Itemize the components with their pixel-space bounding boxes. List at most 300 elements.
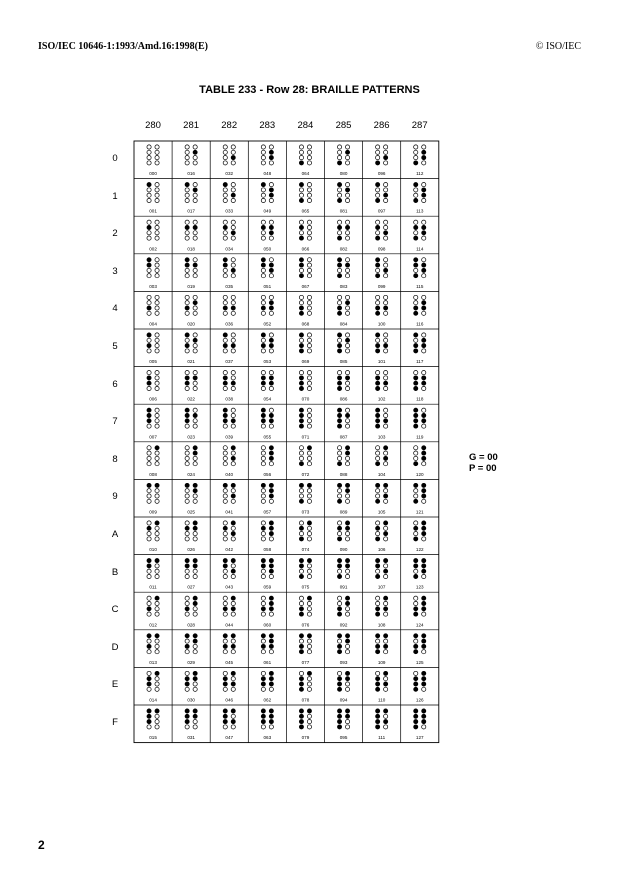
empty-dot xyxy=(231,408,235,412)
raised-dot xyxy=(223,333,227,337)
raised-dot xyxy=(299,333,303,337)
raised-dot xyxy=(422,483,426,487)
braille-cell xyxy=(261,333,273,364)
empty-dot xyxy=(307,150,311,154)
cell-code: 108 xyxy=(377,622,386,628)
raised-dot xyxy=(147,408,151,412)
cell-code: 058 xyxy=(263,547,272,553)
column-header-281: 281 xyxy=(183,120,200,131)
empty-dot xyxy=(261,268,265,272)
empty-dot xyxy=(193,419,197,423)
raised-dot xyxy=(155,559,159,563)
empty-dot xyxy=(193,720,197,724)
empty-dot xyxy=(155,644,159,648)
cell-code: 020 xyxy=(187,321,195,327)
cell-code: 023 xyxy=(187,434,195,440)
empty-dot xyxy=(307,677,311,681)
raised-dot xyxy=(261,644,265,648)
raised-dot xyxy=(384,306,388,310)
raised-dot xyxy=(231,483,235,487)
cell-code: 064 xyxy=(301,171,310,177)
cell-code: 021 xyxy=(187,359,195,365)
empty-dot xyxy=(345,725,349,729)
raised-dot xyxy=(337,344,341,348)
empty-dot xyxy=(414,671,418,675)
empty-dot xyxy=(337,145,341,149)
raised-dot xyxy=(376,612,380,616)
empty-dot xyxy=(299,188,303,192)
empty-dot xyxy=(185,156,189,160)
empty-dot xyxy=(269,295,273,299)
raised-dot xyxy=(422,446,426,450)
raised-dot xyxy=(376,419,380,423)
empty-dot xyxy=(269,183,273,187)
empty-dot xyxy=(231,376,235,380)
braille-cell xyxy=(414,295,426,326)
empty-dot xyxy=(307,183,311,187)
empty-dot xyxy=(307,371,311,375)
empty-dot xyxy=(307,720,311,724)
empty-dot xyxy=(299,446,303,450)
empty-dot xyxy=(155,183,159,187)
cell-code: 084 xyxy=(339,321,348,327)
raised-dot xyxy=(384,720,388,724)
empty-dot xyxy=(269,574,273,578)
raised-dot xyxy=(223,258,227,262)
cell-code: 062 xyxy=(263,697,272,703)
empty-dot xyxy=(345,687,349,691)
empty-dot xyxy=(299,601,303,605)
raised-dot xyxy=(269,639,273,643)
empty-dot xyxy=(147,311,151,315)
empty-dot xyxy=(299,489,303,493)
empty-dot xyxy=(147,145,151,149)
raised-dot xyxy=(147,644,151,648)
empty-dot xyxy=(422,386,426,390)
cell-code: 077 xyxy=(301,659,310,665)
braille-cell xyxy=(299,371,311,402)
empty-dot xyxy=(155,150,159,154)
empty-dot xyxy=(193,220,197,224)
empty-dot xyxy=(155,650,159,654)
raised-dot xyxy=(185,344,189,348)
braille-cell xyxy=(376,183,388,214)
braille-cell xyxy=(414,145,426,176)
empty-dot xyxy=(155,274,159,278)
raised-dot xyxy=(376,258,380,262)
empty-dot xyxy=(193,569,197,573)
empty-dot xyxy=(147,301,151,305)
empty-dot xyxy=(223,687,227,691)
empty-dot xyxy=(231,161,235,165)
empty-dot xyxy=(384,263,388,267)
empty-dot xyxy=(376,220,380,224)
raised-dot xyxy=(384,344,388,348)
raised-dot xyxy=(376,408,380,412)
empty-dot xyxy=(345,231,349,235)
raised-dot xyxy=(231,446,235,450)
empty-dot xyxy=(185,198,189,202)
cell-code: 063 xyxy=(263,735,272,741)
empty-dot xyxy=(345,183,349,187)
raised-dot xyxy=(261,709,265,713)
raised-dot xyxy=(299,274,303,278)
table-title: TABLE 233 - Row 28: BRAILLE PATTERNS xyxy=(199,84,420,96)
braille-cell xyxy=(299,634,311,665)
empty-dot xyxy=(261,537,265,541)
braille-cell xyxy=(223,559,235,590)
empty-dot xyxy=(414,150,418,154)
empty-dot xyxy=(307,188,311,192)
empty-dot xyxy=(376,639,380,643)
empty-dot xyxy=(384,295,388,299)
empty-dot xyxy=(337,671,341,675)
raised-dot xyxy=(261,306,265,310)
empty-dot xyxy=(223,188,227,192)
empty-dot xyxy=(193,311,197,315)
braille-cell xyxy=(261,258,273,289)
empty-dot xyxy=(155,601,159,605)
braille-cell xyxy=(299,596,311,627)
raised-dot xyxy=(307,671,311,675)
raised-dot xyxy=(299,574,303,578)
cell-code: 093 xyxy=(339,659,348,665)
empty-dot xyxy=(384,537,388,541)
empty-dot xyxy=(155,145,159,149)
cell-code: 090 xyxy=(339,547,348,553)
raised-dot xyxy=(155,671,159,675)
raised-dot xyxy=(299,634,303,638)
empty-dot xyxy=(223,386,227,390)
cell-code: 033 xyxy=(225,208,234,214)
raised-dot xyxy=(269,306,273,310)
empty-dot xyxy=(261,462,265,466)
empty-dot xyxy=(155,236,159,240)
cell-code: 082 xyxy=(339,246,348,252)
raised-dot xyxy=(223,644,227,648)
empty-dot xyxy=(345,650,349,654)
empty-dot xyxy=(376,521,380,525)
raised-dot xyxy=(376,462,380,466)
empty-dot xyxy=(261,650,265,654)
empty-dot xyxy=(155,456,159,460)
raised-dot xyxy=(193,601,197,605)
raised-dot xyxy=(384,682,388,686)
raised-dot xyxy=(185,564,189,568)
empty-dot xyxy=(193,156,197,160)
empty-dot xyxy=(269,349,273,353)
row-header-A: A xyxy=(111,529,119,540)
raised-dot xyxy=(223,344,227,348)
empty-dot xyxy=(307,569,311,573)
empty-dot xyxy=(384,714,388,718)
empty-dot xyxy=(155,193,159,197)
empty-dot xyxy=(261,456,265,460)
empty-dot xyxy=(345,193,349,197)
braille-cell xyxy=(299,671,311,702)
empty-dot xyxy=(193,386,197,390)
cell-code: 109 xyxy=(377,659,386,665)
raised-dot xyxy=(422,494,426,498)
empty-dot xyxy=(345,145,349,149)
cell-code: 010 xyxy=(149,547,157,553)
empty-dot xyxy=(231,639,235,643)
raised-dot xyxy=(185,634,189,638)
empty-dot xyxy=(193,499,197,503)
empty-dot xyxy=(147,456,151,460)
empty-dot xyxy=(185,532,189,536)
raised-dot xyxy=(384,419,388,423)
empty-dot xyxy=(155,306,159,310)
raised-dot xyxy=(384,456,388,460)
raised-dot xyxy=(261,607,265,611)
empty-dot xyxy=(223,489,227,493)
empty-dot xyxy=(337,601,341,605)
empty-dot xyxy=(185,386,189,390)
raised-dot xyxy=(376,161,380,165)
empty-dot xyxy=(185,537,189,541)
empty-dot xyxy=(193,295,197,299)
empty-dot xyxy=(376,371,380,375)
empty-dot xyxy=(307,344,311,348)
raised-dot xyxy=(376,381,380,385)
empty-dot xyxy=(376,456,380,460)
raised-dot xyxy=(155,596,159,600)
empty-dot xyxy=(147,338,151,342)
empty-dot xyxy=(193,183,197,187)
raised-dot xyxy=(223,263,227,267)
empty-dot xyxy=(261,145,265,149)
empty-dot xyxy=(269,198,273,202)
empty-dot xyxy=(307,236,311,240)
raised-dot xyxy=(269,607,273,611)
braille-cell xyxy=(299,183,311,214)
empty-dot xyxy=(345,499,349,503)
cell-code: 050 xyxy=(263,246,272,252)
braille-cell xyxy=(337,220,349,251)
raised-dot xyxy=(185,677,189,681)
empty-dot xyxy=(269,220,273,224)
empty-dot xyxy=(337,494,341,498)
empty-dot xyxy=(345,494,349,498)
empty-dot xyxy=(193,644,197,648)
empty-dot xyxy=(414,231,418,235)
empty-dot xyxy=(231,574,235,578)
empty-dot xyxy=(307,408,311,412)
empty-dot xyxy=(269,462,273,466)
braille-cell xyxy=(147,596,159,627)
raised-dot xyxy=(376,413,380,417)
empty-dot xyxy=(261,338,265,342)
raised-dot xyxy=(299,386,303,390)
empty-dot xyxy=(223,274,227,278)
cell-code: 014 xyxy=(149,697,157,703)
empty-dot xyxy=(299,451,303,455)
empty-dot xyxy=(223,424,227,428)
empty-dot xyxy=(223,236,227,240)
empty-dot xyxy=(307,639,311,643)
raised-dot xyxy=(231,596,235,600)
cell-code: 042 xyxy=(225,547,234,553)
cell-code: 113 xyxy=(416,208,424,214)
empty-dot xyxy=(231,424,235,428)
empty-dot xyxy=(345,258,349,262)
raised-dot xyxy=(185,225,189,229)
empty-dot xyxy=(193,161,197,165)
raised-dot xyxy=(185,306,189,310)
column-header-284: 284 xyxy=(297,120,314,131)
braille-cell xyxy=(299,483,311,514)
column-header-286: 286 xyxy=(373,120,390,131)
braille-cell xyxy=(147,671,159,702)
empty-dot xyxy=(261,311,265,315)
raised-dot xyxy=(299,612,303,616)
empty-dot xyxy=(307,532,311,536)
empty-dot xyxy=(414,145,418,149)
empty-dot xyxy=(299,338,303,342)
empty-dot xyxy=(307,650,311,654)
raised-dot xyxy=(337,263,341,267)
raised-dot xyxy=(231,521,235,525)
cell-code: 102 xyxy=(377,396,386,402)
empty-dot xyxy=(337,301,341,305)
empty-dot xyxy=(261,424,265,428)
cell-code: 057 xyxy=(263,509,272,515)
row-header-0: 0 xyxy=(112,153,118,164)
empty-dot xyxy=(269,333,273,337)
raised-dot xyxy=(193,413,197,417)
braille-cell xyxy=(185,408,197,439)
raised-dot xyxy=(422,456,426,460)
raised-dot xyxy=(261,682,265,686)
raised-dot xyxy=(231,607,235,611)
braille-cell xyxy=(185,145,197,176)
raised-dot xyxy=(384,156,388,160)
braille-cell xyxy=(337,521,349,552)
empty-dot xyxy=(261,499,265,503)
raised-dot xyxy=(337,499,341,503)
raised-dot xyxy=(299,650,303,654)
row-header-B: B xyxy=(111,566,119,578)
braille-cell xyxy=(185,371,197,402)
empty-dot xyxy=(422,183,426,187)
empty-dot xyxy=(185,161,189,165)
empty-dot xyxy=(185,596,189,600)
raised-dot xyxy=(261,225,265,229)
cell-code: 055 xyxy=(263,434,272,440)
raised-dot xyxy=(269,526,273,530)
empty-dot xyxy=(345,644,349,648)
braille-cell xyxy=(414,634,426,665)
raised-dot xyxy=(337,634,341,638)
raised-dot xyxy=(337,424,341,428)
cell-code: 027 xyxy=(187,584,195,590)
cell-code: 017 xyxy=(187,208,195,214)
empty-dot xyxy=(193,349,197,353)
braille-cell xyxy=(185,559,197,590)
raised-dot xyxy=(223,682,227,686)
empty-dot xyxy=(307,198,311,202)
braille-cell xyxy=(376,408,388,439)
empty-dot xyxy=(147,650,151,654)
raised-dot xyxy=(185,720,189,724)
empty-dot xyxy=(345,333,349,337)
empty-dot xyxy=(307,349,311,353)
empty-dot xyxy=(307,220,311,224)
empty-dot xyxy=(414,220,418,224)
raised-dot xyxy=(376,574,380,578)
raised-dot xyxy=(269,156,273,160)
raised-dot xyxy=(147,607,151,611)
empty-dot xyxy=(384,225,388,229)
raised-dot xyxy=(269,376,273,380)
braille-cell xyxy=(414,258,426,289)
raised-dot xyxy=(422,413,426,417)
empty-dot xyxy=(307,451,311,455)
raised-dot xyxy=(185,483,189,487)
empty-dot xyxy=(384,601,388,605)
raised-dot xyxy=(414,564,418,568)
empty-dot xyxy=(147,569,151,573)
raised-dot xyxy=(414,687,418,691)
braille-cell xyxy=(185,709,197,740)
raised-dot xyxy=(269,413,273,417)
cell-code: 119 xyxy=(416,434,424,440)
braille-cell xyxy=(223,596,235,627)
empty-dot xyxy=(307,494,311,498)
raised-dot xyxy=(223,413,227,417)
raised-dot xyxy=(384,559,388,563)
raised-dot xyxy=(299,559,303,563)
empty-dot xyxy=(185,612,189,616)
empty-dot xyxy=(345,268,349,272)
empty-dot xyxy=(414,193,418,197)
raised-dot xyxy=(337,408,341,412)
cell-code: 112 xyxy=(416,171,424,177)
raised-dot xyxy=(307,709,311,713)
empty-dot xyxy=(223,639,227,643)
raised-dot xyxy=(376,263,380,267)
cell-code: 080 xyxy=(339,171,348,177)
cell-code: 060 xyxy=(263,622,272,628)
raised-dot xyxy=(299,349,303,353)
cell-code: 085 xyxy=(339,359,348,365)
empty-dot xyxy=(307,424,311,428)
cell-code: 028 xyxy=(187,622,195,628)
raised-dot xyxy=(193,376,197,380)
braille-cell xyxy=(337,333,349,364)
empty-dot xyxy=(337,521,341,525)
cell-code: 107 xyxy=(377,584,386,590)
cell-code: 059 xyxy=(263,584,272,590)
empty-dot xyxy=(307,274,311,278)
empty-dot xyxy=(337,338,341,342)
empty-dot xyxy=(261,569,265,573)
empty-dot xyxy=(185,601,189,605)
raised-dot xyxy=(384,483,388,487)
raised-dot xyxy=(422,156,426,160)
empty-dot xyxy=(147,639,151,643)
empty-dot xyxy=(261,489,265,493)
raised-dot xyxy=(422,225,426,229)
empty-dot xyxy=(307,687,311,691)
raised-dot xyxy=(147,709,151,713)
cell-code: 114 xyxy=(416,246,424,252)
raised-dot xyxy=(147,714,151,718)
empty-dot xyxy=(307,419,311,423)
braille-cell xyxy=(376,145,388,176)
raised-dot xyxy=(422,301,426,305)
